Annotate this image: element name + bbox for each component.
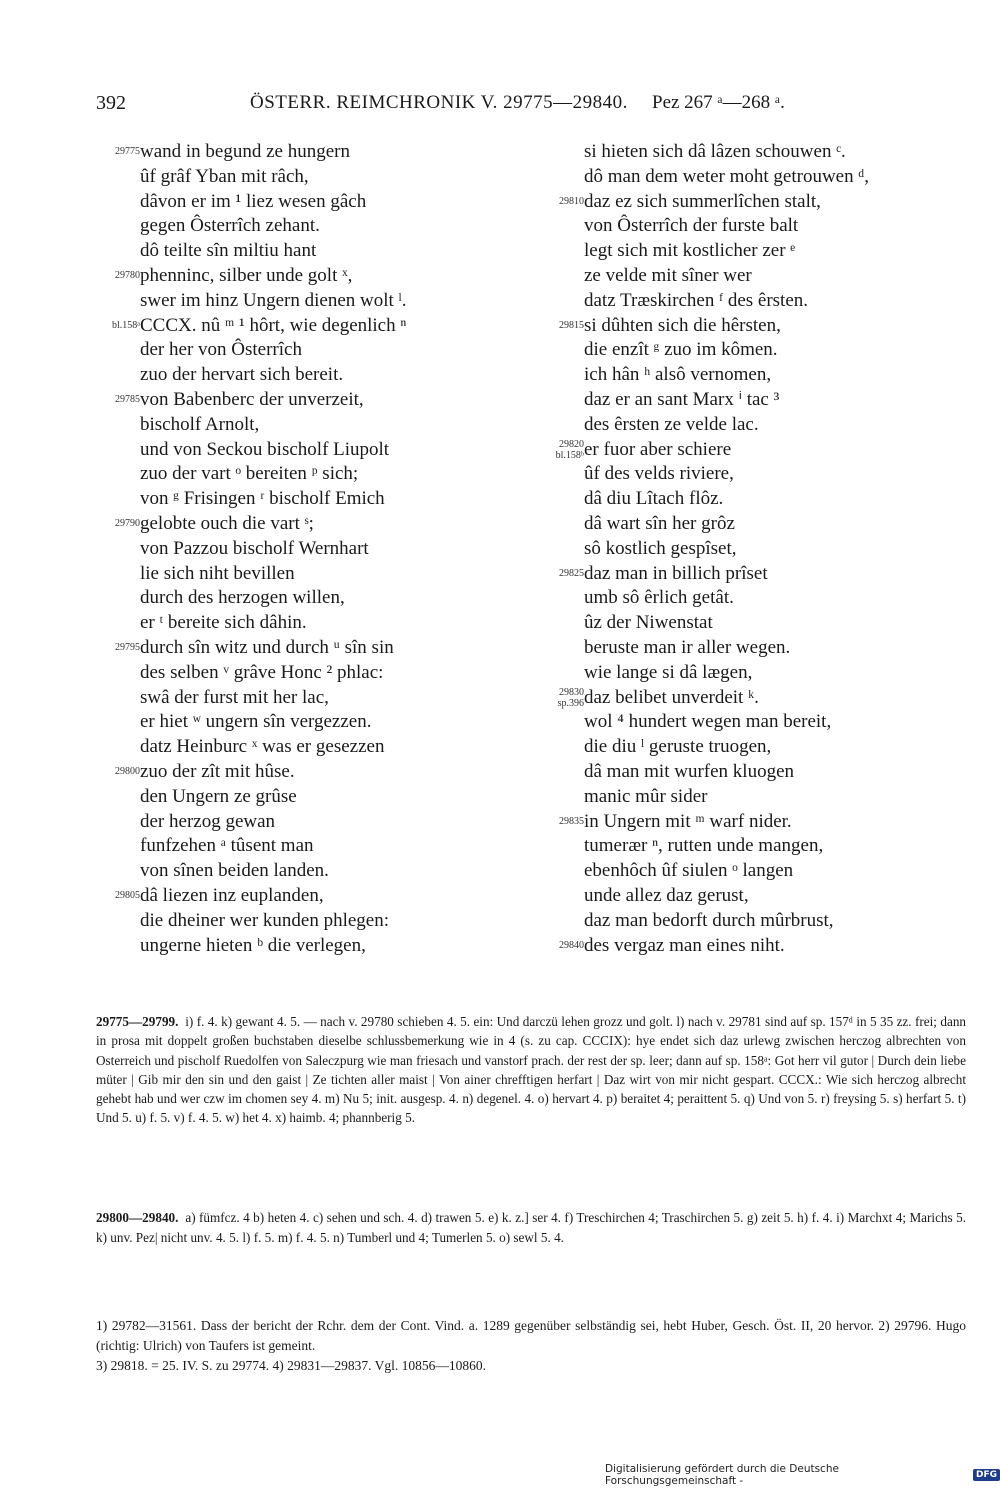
verse-line bbox=[96, 165, 536, 190]
verse-line bbox=[96, 512, 536, 537]
verse-line bbox=[96, 661, 536, 686]
verse-text: er fuor aber schiere bbox=[584, 438, 732, 460]
footnotes bbox=[96, 1316, 966, 1376]
verse-line bbox=[540, 140, 980, 165]
verse-line bbox=[96, 810, 536, 835]
credit-text: Digitalisierung gefördert durch die Deutsche Forschungsgemeinschaft - bbox=[605, 1463, 839, 1487]
verse-text: von sînen beiden landen. bbox=[140, 860, 329, 882]
verse-text: den Ungern ze grûse bbox=[140, 785, 297, 807]
verse-line bbox=[96, 636, 536, 661]
verse-text: des vergaz man eines niht. bbox=[584, 934, 785, 956]
verse-line bbox=[96, 190, 536, 215]
apparatus-range: 29800—29840. bbox=[96, 1210, 179, 1225]
verse-text: der herzog gewan bbox=[140, 810, 276, 832]
verse-line bbox=[540, 934, 980, 959]
verse-text: des êrsten ze velde lac. bbox=[584, 413, 759, 435]
line-number: 29790 bbox=[115, 517, 140, 529]
line-number: 29835 bbox=[559, 815, 584, 827]
verse-text: dâ man mit wurfen kluogen bbox=[584, 760, 795, 782]
dfg-logo: DFG bbox=[973, 1469, 1000, 1481]
verse-text: daz man bedorft durch mûrbrust, bbox=[584, 909, 834, 931]
verse-text: zuo der vart ᵒ bereiten ᵖ sich; bbox=[140, 463, 359, 485]
verse-text: durch sîn witz und durch ᵘ sîn sin bbox=[140, 636, 394, 658]
verse-text: lie sich niht bevillen bbox=[140, 562, 295, 584]
verse-text: der her von Ôsterrîch bbox=[140, 339, 302, 361]
verse-text: daz man in billich prîset bbox=[584, 562, 768, 584]
verse-text: dâ wart sîn her grôz bbox=[584, 512, 735, 534]
verse-text: dô man dem weter moht getrouwen ᵈ, bbox=[584, 165, 870, 187]
verse-line bbox=[540, 512, 980, 537]
verse-line bbox=[96, 686, 536, 711]
page-header bbox=[96, 92, 926, 122]
verse-line bbox=[96, 338, 536, 363]
verse-text: die diu ˡ geruste truogen, bbox=[584, 736, 772, 758]
verse-text: umb sô êrlich getât. bbox=[584, 587, 734, 609]
verse-text: wie lange si dâ lægen, bbox=[584, 661, 753, 683]
verse-text: ze velde mit sîner wer bbox=[584, 264, 752, 286]
verse-line bbox=[96, 314, 536, 339]
verse-line bbox=[96, 438, 536, 463]
verse-text: swâ der furst mit her lac, bbox=[140, 686, 329, 708]
verse-text: ungerne hieten ᵇ die verlegen, bbox=[140, 934, 366, 956]
apparatus-range: 29775—29799. bbox=[96, 1014, 179, 1029]
verse-text: beruste man ir aller wegen. bbox=[584, 636, 791, 658]
verse-text: ebenhôch ûf siulen ᵒ langen bbox=[584, 860, 794, 882]
verse-line bbox=[96, 934, 536, 959]
verse-text: datz Heinburc ˣ was er gesezzen bbox=[140, 736, 385, 758]
line-number: 29795 bbox=[115, 641, 140, 653]
left-verse-column bbox=[96, 140, 536, 958]
verse-line bbox=[96, 140, 536, 165]
verse-line bbox=[96, 214, 536, 239]
verse-text: legt sich mit kostlicher zer ᵉ bbox=[584, 240, 796, 262]
verse-line bbox=[96, 834, 536, 859]
verse-text: daz belibet unverdeit ᵏ. bbox=[584, 686, 759, 708]
verse-text: sô kostlich gespîset, bbox=[584, 537, 737, 559]
verse-line bbox=[96, 785, 536, 810]
verse-text: von Ôsterrîch der furste balt bbox=[584, 215, 799, 237]
verse-line bbox=[96, 413, 536, 438]
verse-text: von ᵍ Frisingen ʳ bischolf Emich bbox=[140, 488, 385, 510]
verse-line bbox=[540, 735, 980, 760]
verse-line bbox=[540, 264, 980, 289]
verse-line bbox=[540, 438, 980, 463]
verse-text: dâ liezen inz euplanden, bbox=[140, 884, 324, 906]
verse-line bbox=[96, 487, 536, 512]
verse-text: die dheiner wer kunden phlegen: bbox=[140, 909, 390, 931]
apparatus-block-2 bbox=[96, 1208, 966, 1247]
verse-line bbox=[540, 487, 980, 512]
verse-text: in Ungern mit ᵐ warf nider. bbox=[584, 810, 792, 832]
digitization-credit bbox=[605, 1463, 1000, 1487]
verse-line bbox=[540, 165, 980, 190]
verse-line bbox=[540, 710, 980, 735]
line-number: 29825 bbox=[559, 567, 584, 579]
apparatus-text: i) f. 4. k) gewant 4. 5. — nach v. 29780 schieben 4. 5. ein: Und darczü lehen grozz und golt. l) nach v. 29781 sind auf sp. 157ᵈ in 5 35 zz. frei; dann in prosa mit doppelt großen buchstaben dieselbe schlussbemerkung wie in 4 (s. zu cap. CCCIX): hye endet sich daz urlewg zwischen herczog albrechten von Osterreich und pischolf Ruedolfen von Saleczpurg wie man friesach und vanstorf prach. der rest der sp. leer; dann auf sp. 158ᵃ: Got herr vil gutor | Durch dein liebe müter | Gib mir den sin und den gaist | Ze tichten aller maist | Von ainer chrefftigen herfart | Daz wirt von mir nicht gespart. CCCX.: Wie sich herczog albrecht gehebt hab und wer czw im chomen sey 4. m) Nu 5; init. ausgesp. 4. n) degenel. 4. o) hervart 4. p) beraitet 4; peraittent 5. q) Und von 5. r) freysing 5. s) herfart 5. t) Und 5. u) f. 5. v) f. 4. 5. w) het 4. x) haimb. 4; phannberig 5. bbox=[96, 1014, 967, 1126]
verse-line bbox=[540, 884, 980, 909]
line-number: 29815 bbox=[559, 319, 584, 331]
pez-reference: Pez 267 ᵃ—268 ᵃ. bbox=[652, 92, 785, 113]
verse-line bbox=[96, 586, 536, 611]
verse-text: die enzît ᵍ zuo im kômen. bbox=[584, 339, 778, 361]
verse-line bbox=[96, 760, 536, 785]
verse-line bbox=[540, 909, 980, 934]
verse-text: ûf des velds riviere, bbox=[584, 463, 734, 485]
line-number: 29805 bbox=[115, 889, 140, 901]
verse-text: ich hân ʰ alsô vernomen, bbox=[584, 364, 772, 386]
verse-line bbox=[540, 785, 980, 810]
verse-text: dâ diu Lîtach flôz. bbox=[584, 488, 724, 510]
verse-line bbox=[540, 289, 980, 314]
verse-line bbox=[540, 686, 980, 711]
verse-line bbox=[540, 462, 980, 487]
verse-line bbox=[96, 611, 536, 636]
line-number: 29810 bbox=[559, 195, 584, 207]
verse-text: tumerær ⁿ, rutten unde mangen, bbox=[584, 835, 824, 857]
verse-line bbox=[540, 859, 980, 884]
verse-line bbox=[96, 264, 536, 289]
verse-text: daz er an sant Marx ⁱ tac ³ bbox=[584, 388, 780, 410]
line-number: 29780 bbox=[115, 269, 140, 281]
verse-text: von Babenberc der unverzeit, bbox=[140, 388, 364, 410]
line-number: 29785 bbox=[115, 393, 140, 405]
verse-line bbox=[96, 710, 536, 735]
verse-line bbox=[540, 611, 980, 636]
verse-line bbox=[540, 314, 980, 339]
verse-line bbox=[540, 537, 980, 562]
verse-line bbox=[540, 586, 980, 611]
verse-line bbox=[540, 338, 980, 363]
verse-text: wol ⁴ hundert wegen man bereit, bbox=[584, 711, 832, 733]
verse-text: ûf grâf Yban mit râch, bbox=[140, 165, 309, 187]
verse-line bbox=[96, 239, 536, 264]
verse-line bbox=[540, 190, 980, 215]
verse-line bbox=[96, 462, 536, 487]
verse-line bbox=[96, 859, 536, 884]
verse-text: unde allez daz gerust, bbox=[584, 884, 749, 906]
verse-line bbox=[96, 537, 536, 562]
verse-line bbox=[96, 562, 536, 587]
verse-text: durch des herzogen willen, bbox=[140, 587, 345, 609]
apparatus-block-1 bbox=[96, 1012, 966, 1128]
verse-text: dâvon er im ¹ liez wesen gâch bbox=[140, 190, 367, 212]
apparatus-text: a) fümfcz. 4 b) heten 4. c) sehen und sch. 4. d) trawen 5. e) k. z.] ser 4. f) Treschirchen 4; Traschirchen 5. g) zeit 5. h) f. 4. i) Marchxt 4; Marichs 5. k) unv. Pez| nicht unv. 4. 5. l) f. 5. m) f. 4. 5. n) Tumberl und 4; Tumerlen 5. o) sewl 5. 4. bbox=[96, 1210, 967, 1245]
verse-line bbox=[96, 909, 536, 934]
verse-text: des selben ᵛ grâve Honc ² phlac: bbox=[140, 661, 384, 683]
verse-line bbox=[540, 810, 980, 835]
verse-line bbox=[540, 363, 980, 388]
verse-line bbox=[540, 388, 980, 413]
verse-line bbox=[540, 413, 980, 438]
verse-text: er ᵗ bereite sich dâhin. bbox=[140, 612, 307, 634]
verse-text: si hieten sich dâ lâzen schouwen ᶜ. bbox=[584, 141, 846, 162]
footnote-line: 3) 29818. = 25. IV. S. zu 29774. 4) 29831—29837. Vgl. 10856—10860. bbox=[96, 1358, 486, 1373]
verse-line bbox=[96, 388, 536, 413]
verse-text: CCCX. nû ᵐ ¹ hôrt, wie degenlich ⁿ bbox=[140, 314, 407, 336]
line-number: bl.158ᵃ bbox=[111, 319, 140, 331]
verse-line bbox=[540, 214, 980, 239]
verse-text: zuo der zît mit hûse. bbox=[140, 760, 295, 782]
verse-text: er hiet ʷ ungern sîn vergezzen. bbox=[140, 711, 372, 733]
verse-line bbox=[96, 289, 536, 314]
verse-text: wand in begund ze hungern bbox=[140, 141, 350, 162]
line-number: 29775 bbox=[115, 146, 140, 157]
line-number: 29820 bl.158ᵇ bbox=[555, 438, 584, 461]
verse-text: phenninc, silber unde golt ˣ, bbox=[140, 264, 353, 286]
verse-text: funfzehen ᵃ tûsent man bbox=[140, 835, 314, 857]
verse-text: si dûhten sich die hêrsten, bbox=[584, 314, 781, 336]
verse-line bbox=[540, 562, 980, 587]
verse-text: dô teilte sîn miltiu hant bbox=[140, 240, 317, 262]
verse-line bbox=[96, 363, 536, 388]
verse-text: manic mûr sider bbox=[584, 785, 708, 807]
verse-text: datz Træskirchen ᶠ des êrsten. bbox=[584, 289, 809, 311]
verse-line bbox=[96, 735, 536, 760]
verse-text: gelobte ouch die vart ˢ; bbox=[140, 512, 314, 534]
verse-line bbox=[96, 884, 536, 909]
verse-line bbox=[540, 760, 980, 785]
footnote-line: 1) 29782—31561. Dass der bericht der Rchr. dem der Cont. Vind. a. 1289 gegenüber selbständig sei, hebt Huber, Gesch. Öst. II, 20 hervor. 2) 29796. Hugo (richtig: Ulrich) von Taufers ist gemeint. bbox=[96, 1318, 966, 1353]
line-number: 29840 bbox=[559, 939, 584, 951]
verse-text: zuo der hervart sich bereit. bbox=[140, 364, 344, 386]
right-verse-column bbox=[540, 140, 980, 958]
line-number: 29830 sp.396 bbox=[557, 686, 584, 709]
page-number: 392 bbox=[96, 92, 126, 114]
verse-text: swer im hinz Ungern dienen wolt ˡ. bbox=[140, 289, 407, 311]
verse-line bbox=[540, 636, 980, 661]
verse-text: und von Seckou bischolf Liupolt bbox=[140, 438, 390, 460]
line-number: 29800 bbox=[115, 765, 140, 777]
verse-line bbox=[540, 834, 980, 859]
verse-line bbox=[540, 661, 980, 686]
verse-text: bischolf Arnolt, bbox=[140, 413, 260, 435]
verse-text: von Pazzou bischolf Wernhart bbox=[140, 537, 369, 559]
verse-line bbox=[540, 239, 980, 264]
verse-text: gegen Ôsterrîch zehant. bbox=[140, 215, 320, 237]
verse-text: ûz der Niwenstat bbox=[584, 612, 713, 634]
verse-text: daz ez sich summerlîchen stalt, bbox=[584, 190, 821, 212]
running-title: ÖSTERR. REIMCHRONIK V. 29775—29840. bbox=[250, 92, 628, 113]
